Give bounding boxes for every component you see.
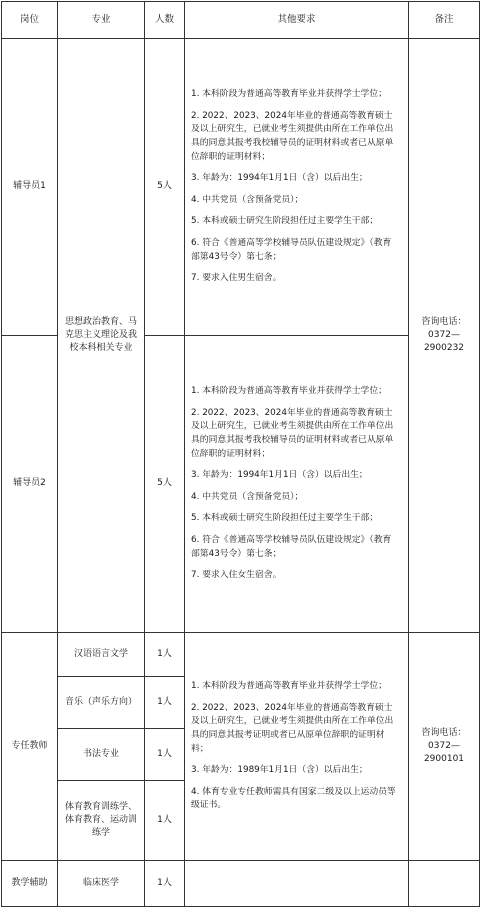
major-cell: 体育教育训练学、体育教育、运动训练学 [58, 781, 145, 861]
count-cell: 5人 [145, 39, 185, 336]
requirement-item: 1. 本科阶段为普通高等教育毕业并获得学士学位； [191, 89, 387, 100]
position-cell: 专任教师 [2, 633, 58, 861]
requirement-item: 4. 中共党员（含预备党员）； [191, 194, 304, 205]
major-cell: 临床医学 [58, 861, 145, 907]
major-cell: 汉语语言文学 [58, 633, 145, 677]
requirements-cell [185, 861, 409, 907]
recruitment-table [1, 1, 480, 907]
count-cell: 1人 [145, 677, 185, 729]
position-cell: 辅导员1 [2, 39, 58, 336]
position-cell: 教学辅助 [2, 861, 58, 907]
requirements-cell [185, 336, 409, 633]
major-cell: 音乐（声乐方向） [58, 677, 145, 729]
major-cell: 思想政治教育、马克思主义理论及我校本科相关专业 [58, 39, 145, 633]
header-position: 岗位 [2, 2, 58, 39]
header-major: 专业 [58, 2, 145, 39]
requirement-item: 2. 2022、2023、2024年毕业的普通高等教育硕士及以上研究生，已就业考生须提供由所在工作单位出具的同意其报考证明或者已从原单位辞职的证明材料； [191, 702, 394, 754]
requirement-item: 3. 年龄为：1994年1月1日（含）以后出生； [191, 470, 368, 481]
requirement-item: 6. 符合《普通高等学校辅导员队伍建设规定》（教育部第43号令）第七条； [191, 238, 392, 262]
requirement-item: 1. 本科阶段为普通高等教育毕业并获得学士学位； [191, 386, 387, 397]
requirement-item: 2. 2022、2023、2024年毕业的普通高等教育硕士及以上研究生，已就业考生须提供由所在工作单位出具的同意其报考我校辅导员的证明材料或者已从原单位辞职的证明材料； [191, 407, 394, 459]
count-cell: 1人 [145, 729, 185, 781]
count-cell: 1人 [145, 861, 185, 907]
remark-cell [409, 861, 480, 907]
remark-cell: 咨询电话：0372—2900101 [409, 633, 480, 861]
requirement-item: 4. 中共党员（含预备党员）； [191, 491, 304, 502]
table-row [2, 861, 480, 907]
requirements-cell [185, 39, 409, 336]
requirements-cell [185, 633, 409, 861]
requirement-item: 5. 本科或硕士研究生阶段担任过主要学生干部； [191, 513, 379, 524]
header-remark: 备注 [409, 2, 480, 39]
table-row [2, 633, 480, 677]
count-cell: 1人 [145, 781, 185, 861]
requirement-item: 1. 本科阶段为普通高等教育毕业并获得学士学位； [191, 681, 387, 691]
remark-cell: 咨询电话：0372—2900232 [409, 39, 480, 633]
table-header-row [2, 2, 480, 39]
position-cell: 辅导员2 [2, 336, 58, 633]
requirement-item: 7. 要求入住男生宿舍。 [191, 273, 282, 284]
table-row [2, 39, 480, 336]
requirement-item: 7. 要求入住女生宿舍。 [191, 570, 282, 581]
requirement-item: 6. 符合《普通高等学校辅导员队伍建设规定》（教育部第43号令）第七条； [191, 535, 392, 559]
requirement-item: 3. 年龄为：1989年1月1日（含）以后出生； [191, 765, 368, 776]
requirement-item: 3. 年龄为：1994年1月1日（含）以后出生； [191, 173, 368, 184]
header-count: 人数 [145, 2, 185, 39]
requirement-item: 2. 2022、2023、2024年毕业的普通高等教育硕士及以上研究生，已就业考生须提供由所在工作单位出具的同意其报考我校辅导员的证明材料或者已从原单位辞职的证明材料； [191, 110, 394, 162]
major-cell: 书法专业 [58, 729, 145, 781]
count-cell: 5人 [145, 336, 185, 633]
count-cell: 1人 [145, 633, 185, 677]
requirement-item: 5. 本科或硕士研究生阶段担任过主要学生干部； [191, 216, 379, 227]
requirement-item: 4. 体育专业专任教师需具有国家二级及以上运动员等级证书。 [191, 786, 396, 811]
header-requirements: 其他要求 [185, 2, 409, 39]
